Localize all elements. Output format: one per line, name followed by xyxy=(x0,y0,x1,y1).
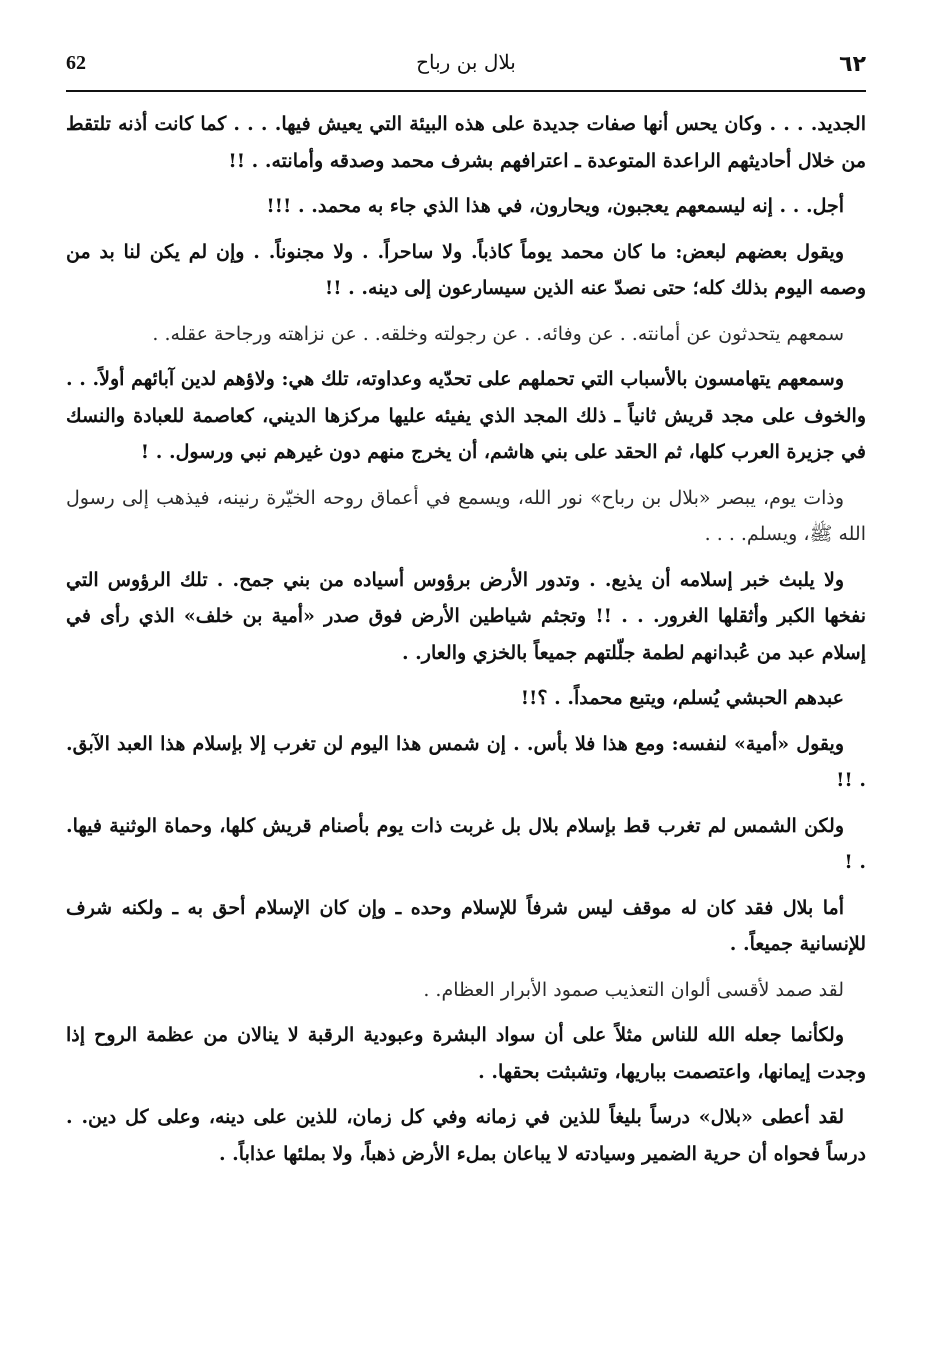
paragraph xyxy=(66,316,866,353)
header-rule xyxy=(66,90,866,92)
paragraph-text: ويقول بعضهم لبعض: ما كان محمد يوماً كاذباً. ولا ساحراً. . ولا مجنوناً. . وإن لم يكن لنا بد من وصمه اليوم بذلك كله؛ حتى نصدّ عنه الذين سيسارعون إلى دينه. . !! xyxy=(66,240,866,299)
paragraph xyxy=(66,106,866,179)
paragraph-text: وذات يوم، يبصر «بلال بن رباح» نور الله، ويسمع في أعماق روحه الخيّرة رنينه، فيذهب إلى رسول الله ﷺ، ويسلم. . . . xyxy=(66,486,866,545)
page-number-latin: 62 xyxy=(66,52,86,74)
paragraph-text: عبدهم الحبشي يُسلم، ويتبع محمداً. . ؟!! xyxy=(520,687,844,709)
paragraph-text: أما بلال فقد كان له موقف ليس شرفاً للإسلام وحده ـ وإن كان الإسلام أحق به ـ ولكنه شرف للإنسانية جميعاً. . xyxy=(66,896,866,955)
paragraph xyxy=(66,480,866,553)
paragraph xyxy=(66,234,866,307)
paragraph xyxy=(66,808,866,881)
paragraph-text: لقد صمد لأقسى ألوان التعذيب صمود الأبرار العظام. . xyxy=(423,978,844,1001)
paragraph-text: وسمعهم يتهامسون بالأسباب التي تحملهم على تحدّيه وعداوته، تلك هي: ولاؤهم لدين آبائهم أولاً. . . والخوف على مجد قريش ثانياً ـ ذلك المجد الذي يفيئه عليها مركزها الديني، كعاصمة للعبادة والنسك في جزيرة العرب كلها، ثم الحقد على بني هاشم، أن يخرج منهم دون غيرهم نبي ورسول. . ! xyxy=(66,368,866,463)
paragraph xyxy=(66,680,866,717)
paragraph-text: أجل. . . إنه ليسمعهم يعجبون، ويحارون، في هذا الذي جاء به محمد. . !!! xyxy=(266,195,844,217)
page-header xyxy=(66,44,866,92)
running-title: بلال بن رباح xyxy=(416,50,516,74)
page-number-arabic: ٦٢ xyxy=(839,52,866,77)
paragraph-text: ولا يلبث خبر إسلامه أن يذيع. . وتدور الأرض برؤوس أسياده من بني جمح. . تلك الرؤوس التي نفخها الكبر وأثقلها الغرور. . . !! وتجثم شياطين الأرض فوق صدر «أمية بن خلف» الذي رأى في إسلام عبد من عُبدانهم لطمة جلّلتهم جميعاً بالخزي والعار. . xyxy=(66,568,866,664)
paragraph-text: ولكن الشمس لم تغرب قط بإسلام بلال بل غربت ذات يوم بأصنام قريش كلها، وحماة الوثنية فيها. . ! xyxy=(66,814,866,873)
paragraph xyxy=(66,726,866,799)
paragraph xyxy=(66,1099,866,1172)
paragraph xyxy=(66,188,866,225)
paragraph xyxy=(66,1017,866,1090)
paragraph xyxy=(66,972,866,1009)
paragraph xyxy=(66,562,866,672)
paragraph-text: ولكأنما جعله الله للناس مثلاً على أن سواد البشرة وعبودية الرقبة لا ينالان من عظمة الروح إذا وجدت إيمانها، واعتصمت بباريها، وتشبثت بحقها. . xyxy=(66,1024,866,1083)
paragraph xyxy=(66,361,866,471)
paragraph-text: ويقول «أمية» لنفسه: ومع هذا فلا بأس. . إن شمس هذا اليوم لن تغرب إلا بإسلام هذا العبد الآبق. . !! xyxy=(66,732,866,791)
paragraph-text: سمعهم يتحدثون عن أمانته. . عن وفائه. . عن رجولته وخلقه. . عن نزاهته ورجاحة عقله. . xyxy=(152,322,844,345)
paragraph-text: لقد أعطى «بلال» درساً بليغاً للذين في زمانه وفي كل زمان، للذين على دينه، وعلى كل دين. . درساً فحواه أن حرية الضمير وسيادته لا يباعان بملء الأرض ذهباً، ولا بملئها عذاباً. . xyxy=(66,1106,866,1165)
paragraph-text: الجديد. . . . وكان يحس أنها صفات جديدة على هذه البيئة التي يعيش فيها. . . . كما كانت أذنه تلتقط من خلال أحاديثهم الراعدة المتوعدة ـ اعترافهم بشرف محمد وصدقه وأمانته. . !! xyxy=(66,113,866,172)
paragraph xyxy=(66,890,866,963)
body-text xyxy=(66,106,866,1181)
